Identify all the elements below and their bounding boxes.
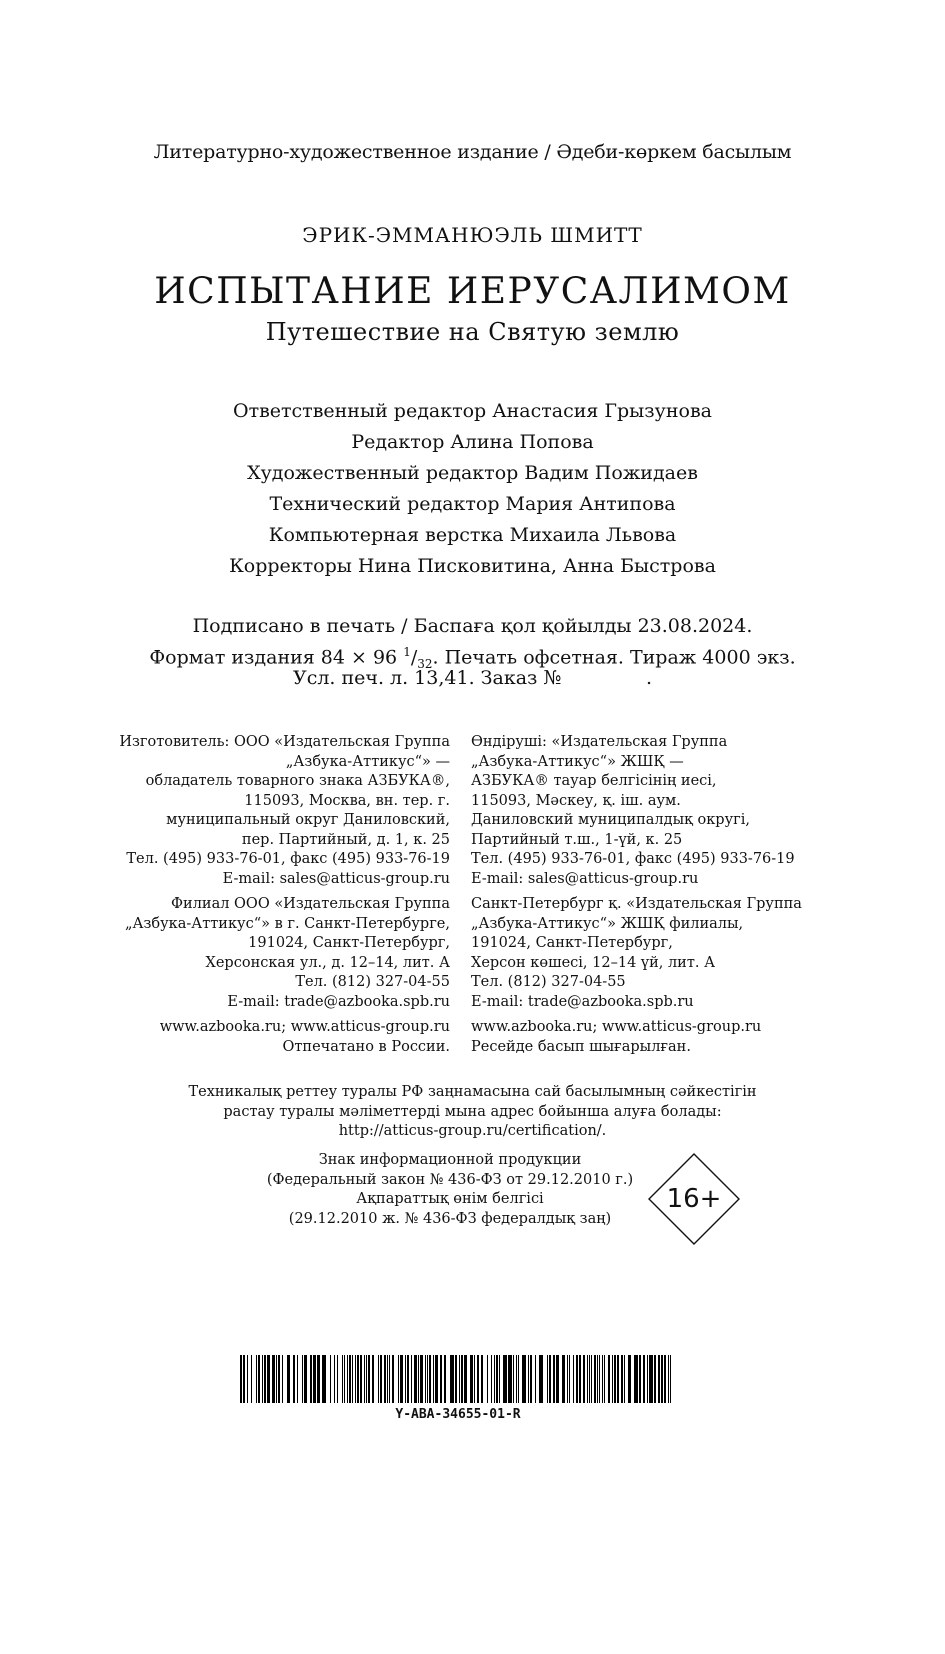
manufacturer-kz-line: E-mail: sales@atticus-group.ru [471, 870, 699, 887]
barcode-bar [240, 1355, 242, 1403]
credit-line: Художественный редактор Вадим Пожидаев [247, 462, 698, 484]
barcode-bar [612, 1355, 613, 1403]
barcode-bar [427, 1355, 428, 1403]
barcode-bar [539, 1355, 543, 1403]
barcode-bar [337, 1355, 338, 1403]
barcode-bar [470, 1355, 473, 1403]
barcode-bar [418, 1355, 419, 1403]
barcode-bar [368, 1355, 370, 1403]
barcode-bar [387, 1355, 388, 1403]
barcode-bar [617, 1355, 619, 1403]
barcode-bar [608, 1355, 610, 1403]
barcode-bar [567, 1355, 568, 1403]
barcode-bar [553, 1355, 555, 1403]
barcode-bar [297, 1355, 298, 1403]
barcode-bar [604, 1355, 605, 1403]
barcode-bar [258, 1355, 260, 1403]
publisher-column-kz [471, 733, 831, 1057]
manufacturer-ru-line: „Азбука-Аттикус“» — [285, 753, 450, 770]
barcode-bar [420, 1355, 423, 1403]
barcode-bar [302, 1355, 303, 1403]
age-rating-text: 16+ [666, 1184, 722, 1214]
barcode-bar [322, 1355, 326, 1403]
barcode-bar [513, 1355, 514, 1403]
format-prefix: Формат издания 84 × 96 [149, 646, 404, 669]
branch-ru-line: 191024, Санкт-Петербург, [248, 935, 450, 951]
manufacturer-ru [90, 733, 450, 889]
barcode-bar [576, 1355, 578, 1403]
print-format [0, 639, 945, 672]
info-sign-line: Знак информационной продукции [318, 1152, 582, 1168]
barcode-bar [360, 1355, 362, 1403]
barcode-code: Y-ABA-34655-01-R [395, 1407, 521, 1422]
manufacturer-kz [471, 733, 831, 889]
book-subtitle: Путешествие на Святую землю [265, 318, 680, 346]
credit-line: Ответственный редактор Анастасия Грызунова [233, 400, 712, 422]
barcode-bar [366, 1355, 367, 1403]
barcode-bar [344, 1355, 345, 1403]
certification-line: растау туралы мәліметтерді мына адрес бойынша алуға болады: [223, 1103, 722, 1120]
print-sheets [0, 665, 945, 691]
barcode-bar [614, 1355, 616, 1403]
info-sign-line: (29.12.2010 ж. № 436-ФЗ федералдық заң) [288, 1210, 612, 1227]
barcode-bar [400, 1355, 403, 1403]
barcode-bar [594, 1355, 596, 1403]
barcode-bar [407, 1355, 409, 1403]
print-info [0, 613, 945, 691]
barcode-bar [503, 1355, 507, 1403]
barcode-bar [589, 1355, 590, 1403]
barcode-bar [459, 1355, 460, 1403]
barcode-bar [440, 1355, 442, 1403]
info-sign-line: (Федеральный закон № 436-ФЗ от 29.12.2010 г.) [266, 1171, 634, 1188]
barcode-bar [649, 1355, 653, 1403]
barcode-bar [262, 1355, 263, 1403]
barcode-bar [522, 1355, 526, 1403]
barcode-bar [276, 1355, 277, 1403]
barcode-bar [530, 1355, 532, 1403]
sites-ru-line: www.azbooka.ru; www.atticus-group.ru [159, 1019, 450, 1035]
order-number-blank: . [561, 667, 653, 689]
barcode-bar [621, 1355, 623, 1403]
manufacturer-kz-line: Партийный т.ш., 1-үй, к. 25 [471, 831, 683, 848]
barcode-bar [444, 1355, 446, 1403]
barcode-bar [310, 1355, 312, 1403]
barcode-bar [474, 1355, 475, 1403]
barcode-bar [516, 1355, 517, 1403]
barcode-bar [639, 1355, 641, 1403]
barcode-bar [304, 1355, 307, 1403]
barcode-bar [372, 1355, 374, 1403]
barcode-bar [602, 1355, 603, 1403]
barcode-bar [569, 1355, 570, 1403]
age-rating-badge [648, 1153, 740, 1245]
barcode-bar [658, 1355, 660, 1403]
barcode-bar [435, 1355, 438, 1403]
barcode-bar [643, 1355, 645, 1403]
barcode-bar [579, 1355, 581, 1403]
barcode-bar [597, 1355, 598, 1403]
manufacturer-ru-line: пер. Партийный, д. 1, к. 25 [241, 831, 450, 848]
manufacturer-ru-line: муниципальный округ Даниловский, [166, 812, 450, 828]
barcode-bar [450, 1355, 454, 1403]
barcode-bar [317, 1355, 320, 1403]
barcode-bar [528, 1355, 529, 1403]
barcode-bar [464, 1355, 467, 1403]
barcode-bar [313, 1355, 316, 1403]
barcode-bar [664, 1355, 666, 1403]
branch-kz-line: Тел. (812) 327-04-55 [471, 974, 626, 990]
barcode-bar [583, 1355, 585, 1403]
barcode-bar [293, 1355, 295, 1403]
format-fraction-separator: / [410, 646, 418, 669]
barcode-bar [634, 1355, 638, 1403]
format-suffix: . Печать офсетная. Тираж 4000 экз. [432, 646, 796, 669]
manufacturer-ru-line: 115093, Москва, вн. тер. г. [244, 792, 450, 809]
manufacturer-ru-line: Тел. (495) 933-76-01, факс (495) 933-76-19 [126, 851, 450, 867]
manufacturer-kz-line: Тел. (495) 933-76-01, факс (495) 933-76-19 [471, 851, 795, 867]
branch-kz-line: „Азбука-Аттикус“» ЖШҚ филиалы, [471, 915, 744, 932]
certification-line: Техникалық реттеу туралы РФ заңнамасына сай басылымның сәйкестігін [188, 1084, 757, 1100]
barcode-bar [384, 1355, 386, 1403]
credits-block [0, 396, 945, 582]
branch-ru-line: E-mail: trade@azbooka.spb.ru [227, 993, 450, 1010]
barcode-bar [342, 1355, 343, 1403]
barcode-bar [455, 1355, 457, 1403]
barcode-bar [247, 1355, 248, 1403]
manufacturer-ru-line: обладатель товарного знака АЗБУКА®, [145, 773, 450, 789]
barcode-bar [547, 1355, 548, 1403]
edition-type: Литературно-художественное издание / Әдеби-көркем басылым [153, 141, 792, 163]
barcode-bar [330, 1355, 331, 1403]
sites-kz-line: Ресейде басып шығарылған. [471, 1038, 691, 1055]
branch-ru-line: „Азбука-Аттикус“» в г. Санкт-Петербурге, [125, 915, 450, 932]
print-signed: Подписано в печать / Баспаға қол қойылды 23.08.2024. [192, 615, 753, 637]
barcode-bar [491, 1355, 492, 1403]
barcode-bar [487, 1355, 488, 1403]
credit-line: Технический редактор Мария Антипова [269, 493, 676, 515]
barcode-bar [414, 1355, 417, 1403]
barcode-bar [499, 1355, 500, 1403]
author-name: ЭРИК-ЭММАНЮЭЛЬ ШМИТТ [302, 223, 643, 247]
barcode-bar [661, 1355, 663, 1403]
branch-ru-line: Херсонская ул., д. 12–14, лит. А [205, 954, 450, 971]
credit-line: Корректоры Нина Писковитина, Анна Быстрова [229, 555, 716, 577]
barcode-bar [587, 1355, 588, 1403]
manufacturer-ru-line: E-mail: sales@atticus-group.ru [222, 870, 450, 887]
manufacturer-kz-line: „Азбука-Аттикус“» ЖШҚ — [471, 753, 684, 770]
barcode-bar [425, 1355, 426, 1403]
barcode-bar [389, 1355, 390, 1403]
barcode-bar [573, 1355, 574, 1403]
barcode-bar [405, 1355, 406, 1403]
branch-kz-line: 191024, Санкт-Петербург, [471, 935, 673, 951]
barcode-bar [481, 1355, 483, 1403]
barcode-bar [352, 1355, 353, 1403]
credit-line: Редактор Алина Попова [351, 431, 594, 453]
sites-ru [90, 1018, 450, 1057]
barcode-bar [251, 1355, 252, 1403]
branch-ru-line: Тел. (812) 327-04-55 [295, 974, 450, 990]
sites-kz-line: www.azbooka.ru; www.atticus-group.ru [471, 1019, 762, 1035]
credit-line: Компьютерная верстка Михаила Львова [268, 524, 677, 546]
barcode-bar [243, 1355, 245, 1403]
barcode-bar [494, 1355, 495, 1403]
barcode-bar [599, 1355, 600, 1403]
barcode-bar [549, 1355, 551, 1403]
barcode-bar [670, 1355, 671, 1403]
barcode-bar [392, 1355, 394, 1403]
barcode-bar [380, 1355, 382, 1403]
barcode-bar [264, 1355, 266, 1403]
barcode-bar [624, 1355, 625, 1403]
barcode-bar [357, 1355, 359, 1403]
branch-ru [90, 895, 450, 1012]
certification-block [0, 1083, 945, 1142]
barcode-bar [349, 1355, 351, 1403]
branch-kz-line: Санкт-Петербург қ. «Издательская Группа [471, 896, 802, 912]
manufacturer-kz-line: 115093, Мәскеу, қ. іш. аум. [471, 792, 681, 809]
barcode [238, 1355, 678, 1403]
barcode-bar [654, 1355, 656, 1403]
barcode-bar [398, 1355, 399, 1403]
barcode-bar [668, 1355, 669, 1403]
format-fraction-numerator: 1 [403, 645, 411, 659]
info-sign-line: Ақпараттық өнім белгісі [356, 1191, 544, 1207]
publisher-column-ru [90, 733, 450, 1057]
barcode-bar [477, 1355, 479, 1403]
barcode-bar [411, 1355, 412, 1403]
barcode-bar [461, 1355, 463, 1403]
barcode-bar [278, 1355, 280, 1403]
barcode-bar [433, 1355, 434, 1403]
barcode-bar [647, 1355, 648, 1403]
barcode-bar [287, 1355, 290, 1403]
barcode-bar [556, 1355, 559, 1403]
barcode-bar [508, 1355, 512, 1403]
barcode-bar [496, 1355, 498, 1403]
barcode-bar [562, 1355, 565, 1403]
sheets-label: Усл. печ. л. 13,41. Заказ № [292, 667, 562, 689]
manufacturer-kz-line: АЗБУКА® тауар белгісінің иесі, [471, 773, 717, 789]
certification-line: http://atticus-group.ru/certification/. [338, 1123, 607, 1139]
sites-kz [471, 1018, 831, 1057]
branch-kz-line: Херсон көшесі, 12–14 үй, лит. А [471, 954, 716, 971]
manufacturer-kz-line: Өндіруші: «Издательская Группа [471, 734, 728, 750]
barcode-bar [378, 1355, 379, 1403]
barcode-bar [628, 1355, 631, 1403]
manufacturer-kz-line: Даниловский муниципалдық округі, [471, 812, 750, 828]
barcode-bar [334, 1355, 335, 1403]
barcode-bar [282, 1355, 283, 1403]
sites-ru-line: Отпечатано в России. [282, 1038, 450, 1055]
manufacturer-ru-line: Изготовитель: ООО «Издательская Группа [119, 734, 450, 750]
barcode-bar [347, 1355, 348, 1403]
branch-kz [471, 895, 831, 1012]
barcode-bar [267, 1355, 270, 1403]
barcode-bar [355, 1355, 356, 1403]
branch-kz-line: E-mail: trade@azbooka.spb.ru [471, 993, 694, 1010]
barcode-bar [256, 1355, 257, 1403]
barcode-bar [429, 1355, 431, 1403]
info-product-sign [250, 1151, 650, 1229]
barcode-bar [272, 1355, 275, 1403]
barcode-bar [364, 1355, 365, 1403]
branch-ru-line: Филиал ООО «Издательская Группа [171, 896, 450, 912]
barcode-bar [518, 1355, 519, 1403]
barcode-bar [535, 1355, 536, 1403]
format-fraction-denominator: 32 [417, 657, 433, 672]
barcode-bar [591, 1355, 592, 1403]
book-title: ИСПЫТАНИЕ ИЕРУСАЛИМОМ [154, 271, 791, 312]
